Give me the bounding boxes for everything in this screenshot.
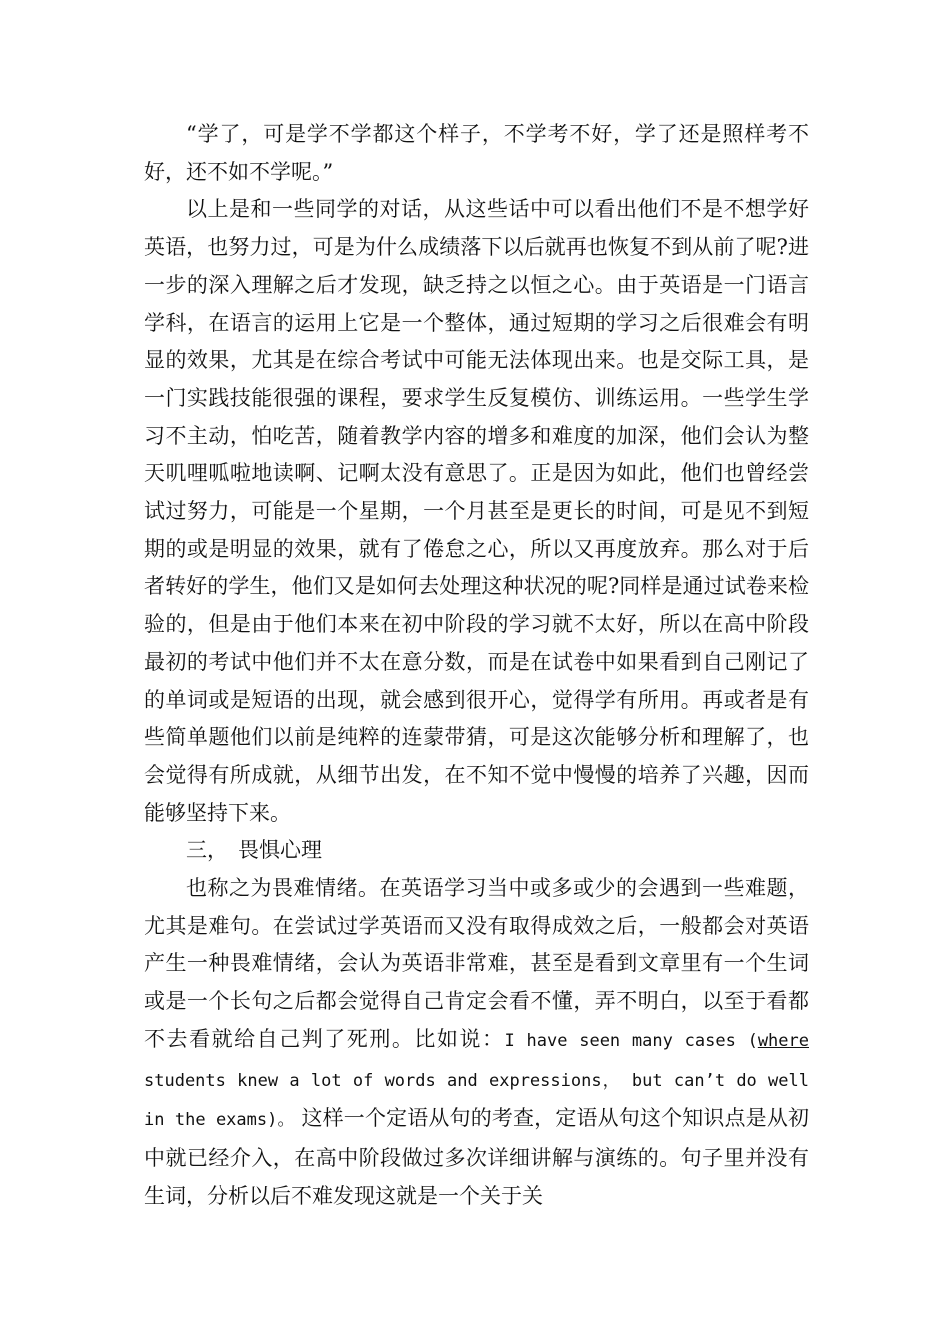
paragraph-fear-conclusion: 这样一个定语从句的考查，定语从句这个知识点是从初中就已经介入，在高中阶段做过多次详细讲解与演练的。句子里并没有生词，分析以后不难发现这就是一个关于关 — [144, 1106, 809, 1208]
paragraph-analysis: 以上是和一些同学的对话，从这些话中可以看出他们不是不想学好英语，也努力过，可是为什么成绩落下以后就再也恢复不到从前了呢?进一步的深入理解之后才发现，缺乏持之以恒之心。由于英语是一门语言学科，在语言的运用上它是一个整体，通过短期的学习之后很难会有明显的效果，尤其是在综合考试中可能无法体现出来。也是交际工具，是一门实践技能很强的课程，要求学生反复模仿、训练运用。一些学生学习不主动，怕吃苦，随着教学内容的增多和难度的加深，他们会认为整天叽哩呱啦地读啊、记啊太没有意思了。正是因为如此，他们也曾经尝试过努力，可能是一个星期，一个月甚至是更长的时间，可是见不到短期的或是明显的效果，就有了倦怠之心，所以又再度放弃。那么对于后者转好的学生，他们又是如何去处理这种状况的呢?同样是通过试卷来检验的，但是由于他们本来在初中阶段的学习就不太好，所以在高中阶段最初的考试中他们并不太在意分数，而是在试卷中如果看到自己刚记了的单词或是短语的出现，就会感到很开心，觉得学有所用。再或者是有些简单题他们以前是纯粹的连蒙带猜，可是这次能够分析和理解了，也会觉得有所成就，从细节出发，在不知不觉中慢慢的培养了兴趣，因而能够坚持下来。 — [144, 197, 809, 825]
english-example-end: students knew a lot of words and expressions， but can’t do well in the exams)。 — [144, 1070, 809, 1131]
section-heading — [144, 832, 809, 870]
paragraph-fear — [144, 870, 809, 1215]
paragraph-fear-intro: 也称之为畏难情绪。在英语学习当中或多或少的会遇到一些难题，尤其是难句。在尝试过学英语而又没有取得成效之后，一般都会对英语产生一种畏难情绪，会认为英语非常难，甚至是看到文章里有一个生词或是一个长句之后都会觉得自己肯定会看不懂，弄不明白，以至于看都不去看就给自己判了死刑。比如说： — [144, 876, 809, 1051]
english-example-underlined-word: where — [757, 1030, 809, 1051]
section-number: 三， — [186, 838, 228, 863]
english-example-start: I have seen many cases ( — [504, 1030, 758, 1051]
section-title: 畏惧心理 — [238, 838, 322, 863]
document-page — [144, 116, 809, 1215]
paragraph-quote: “学了，可是学不学都这个样子，不学考不好，学了还是照样考不好，还不如不学呢。” — [144, 122, 809, 184]
